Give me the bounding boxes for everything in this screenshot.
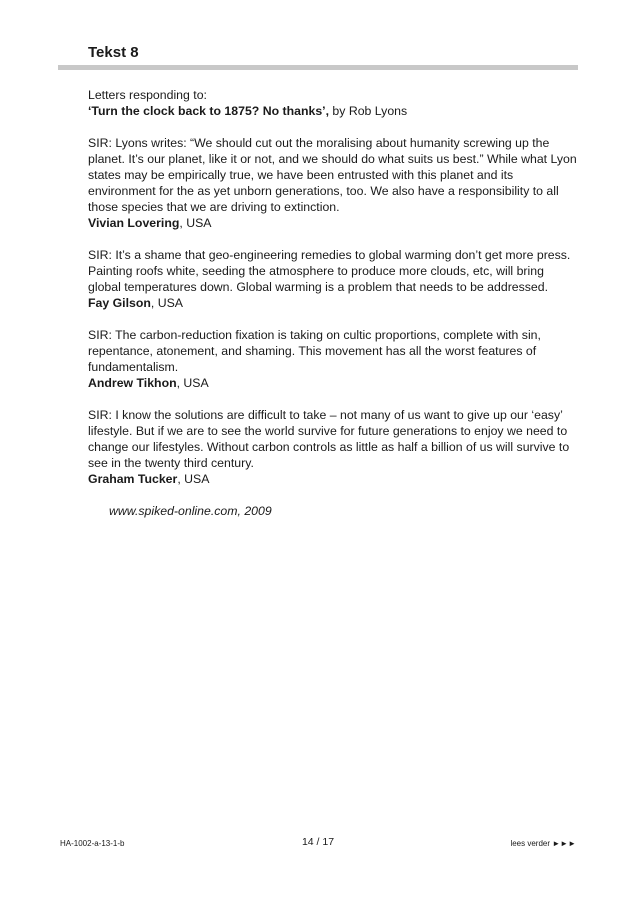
source-citation: www.spiked-online.com, 2009: [109, 504, 272, 518]
article-author: by Rob Lyons: [329, 104, 408, 118]
page-footer: [0, 836, 636, 852]
letter-author: Andrew Tikhon: [88, 376, 177, 390]
letter-country: , USA: [179, 216, 212, 230]
letter-text: SIR: It’s a shame that geo-engineering remedies to global warming don’t get more press. Painting roofs white, seeding the atmosphere to produce more clouds, etc, will bring global temperatures down. Global warming is a problem that needs to be addressed.: [88, 248, 571, 294]
letter-text: SIR: I know the solutions are difficult to take – not many of us want to give up our ‘easy’ lifestyle. But if we are to see the world survive for future generations to enjoy we need to change our lifestyles. Without carbon controls as little as half a billion of us will survive to see in the twenty third century.: [88, 408, 570, 470]
letter-signature: [88, 471, 580, 487]
letter-country: , USA: [150, 296, 183, 310]
letter-author: Graham Tucker: [88, 472, 178, 486]
letter-country: , USA: [177, 472, 210, 486]
letter-3: [88, 327, 580, 391]
page-title: Tekst 8: [88, 44, 139, 61]
intro-line: Letters responding to:: [88, 88, 207, 102]
letter-country: , USA: [176, 376, 209, 390]
letter-signature: [88, 295, 580, 311]
document-body: [88, 87, 580, 519]
intro-block: [88, 87, 580, 119]
letter-author: Vivian Lovering: [88, 216, 180, 230]
letter-signature: [88, 375, 580, 391]
letter-signature: [88, 215, 580, 231]
article-title: ‘Turn the clock back to 1875? No thanks’,: [88, 104, 329, 118]
letter-text: SIR: The carbon-reduction fixation is taking on cultic proportions, complete with sin, repentance, atonement, and shaming. This movement has all the worst features of fundamentalism.: [88, 328, 541, 374]
letter-text: SIR: Lyons writes: “We should cut out the moralising about humanity screwing up the planet. It’s our planet, like it or not, and we should do what suits us best.” While what Lyon states may be empirically true, we have been entrusted with this planet and its environment for the as yet unborn generations, too. We also have a responsibility to all those species that we are driving to extinction.: [88, 136, 577, 214]
page-number: 14 / 17: [301, 836, 335, 848]
continue-indicator: lees verder ►►►: [510, 839, 576, 848]
exam-code: HA-1002-a-13-1-b: [60, 839, 125, 848]
letter-author: Fay Gilson: [88, 296, 151, 310]
letter-2: [88, 247, 580, 311]
heading-divider: [58, 65, 578, 70]
letter-1: [88, 135, 580, 231]
letter-4: [88, 407, 580, 487]
